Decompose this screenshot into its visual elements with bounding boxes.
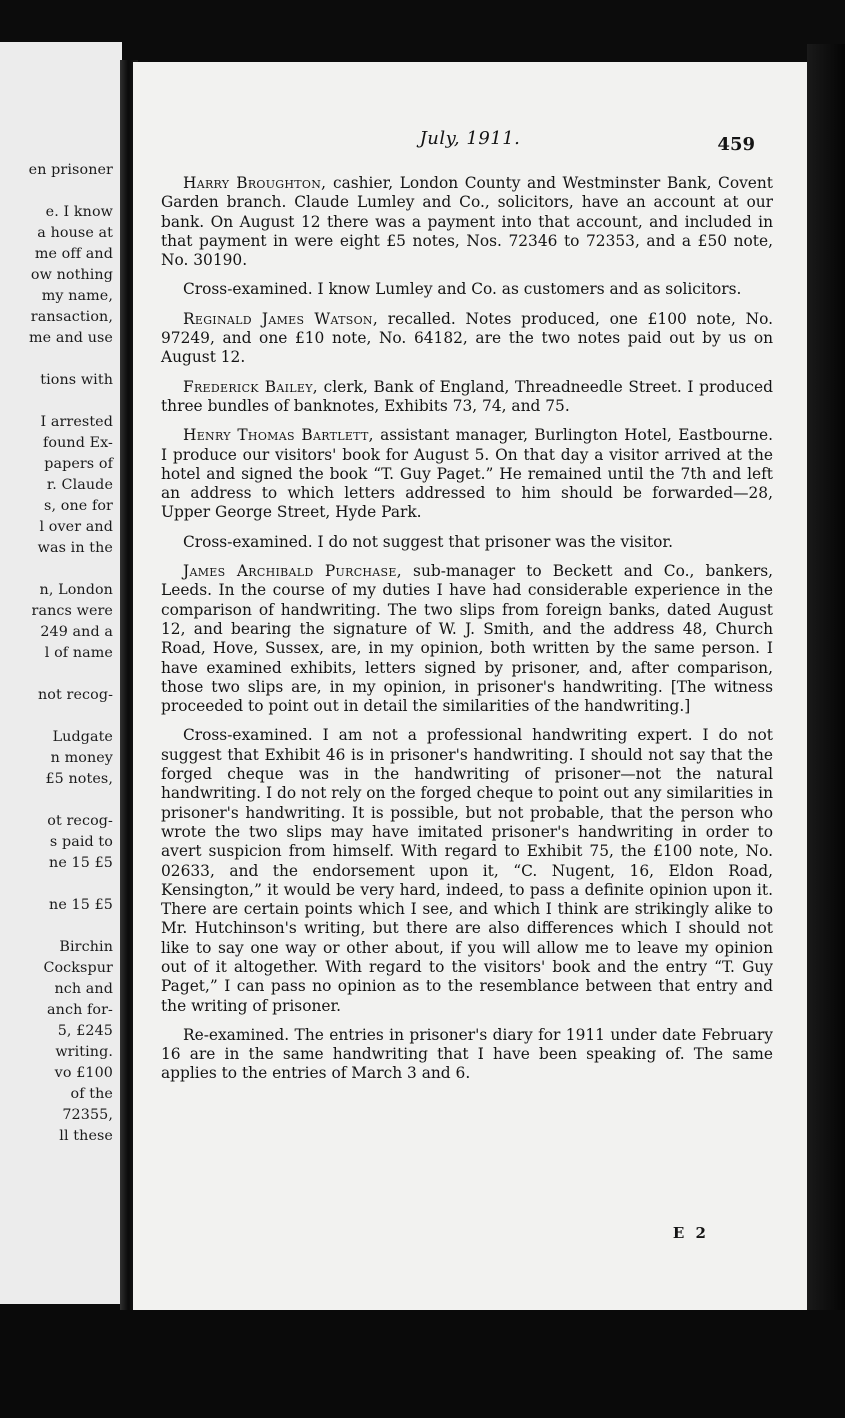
previous-page-line: my name, <box>41 288 113 304</box>
scan-edge-right <box>807 44 845 1334</box>
witness-name: Henry Thomas Bartlett, <box>183 426 374 445</box>
previous-page-line: anch for- <box>47 1002 113 1018</box>
previous-page-line: s paid to <box>49 834 113 850</box>
previous-page-line: me off and <box>34 246 113 262</box>
page-body <box>161 174 773 1094</box>
previous-page-line: ne 15 £5 <box>49 855 113 871</box>
page-header <box>133 128 807 158</box>
page-number: 459 <box>717 134 755 155</box>
previous-page-line: writing. <box>55 1044 113 1060</box>
paragraph <box>161 426 773 522</box>
previous-page-line <box>1 706 113 727</box>
previous-page-line <box>1 664 113 685</box>
previous-page-line: ransaction, <box>30 309 113 325</box>
previous-page-line: e. I know <box>45 204 113 220</box>
previous-page-line: Ludgate <box>52 729 113 745</box>
previous-page-line: not recog- <box>38 687 113 703</box>
previous-page-line: nch and <box>54 981 113 997</box>
paragraph-text: assistant manager, Burlington Hotel, Eastbourne. I produce our visitors' book for August 5. On that day a visitor arrived at the hotel and signed the book “T. Guy Paget.” He remained until the 7th and left an address to which letters addressed to him should be forwarded—28, Upper George Street, Hyde Park. <box>161 426 773 522</box>
previous-page-text <box>1 160 113 1147</box>
previous-page-line <box>1 874 113 895</box>
previous-page-line: ot recog- <box>47 813 113 829</box>
paragraph <box>161 280 773 299</box>
paragraph <box>161 1026 773 1084</box>
previous-page-line: 5, £245 <box>57 1023 113 1039</box>
previous-page-line <box>1 559 113 580</box>
witness-name: Harry Broughton, <box>183 174 327 192</box>
previous-page-line: Cockspur <box>43 960 113 976</box>
paragraph-text: Cross-examined. I am not a professional handwriting expert. I do not suggest that Exhibit 46 is in prisoner's handwriting. I should not say that the forged cheque was in the handwriting of prisoner—not the natural handwriting. I do not rely on the forged cheque to point out any similarities in prisoner's handwriting. It is possible, but not probable, that the person who wrote the two slips may have imitated prisoner's handwriting in order to avert suspicion from himself. With regard to Exhibit 75, the £100 note, No. 02633, and the endorsement upon it, “C. Nugent, 16, Eldon Road, Kensington,” it would be very hard, indeed, to pass a definite opinion upon it. There are certain points which I see, and which I think are strikingly alike to Mr. Hutchinson's writing, but there are also differences which I should not like to say one way or other about, if you will allow me to leave my opinion out of it altogether. With regard to the visitors' book and the entry “T. Guy Paget,” I can pass no opinion as to the resemblance between that entry and the writing of prisoner. <box>161 726 773 1015</box>
scan-edge-bottom <box>0 1310 845 1418</box>
previous-page-line: Birchin <box>59 939 113 955</box>
previous-page-line <box>1 391 113 412</box>
current-page <box>133 62 807 1310</box>
previous-page-line: papers of <box>44 456 113 472</box>
previous-page-line: l over and <box>39 519 113 535</box>
previous-page-line: 249 and a <box>40 624 113 640</box>
witness-name: James Archibald Purchase, <box>183 562 402 581</box>
previous-page-line <box>1 181 113 202</box>
previous-page-line: £5 notes, <box>45 771 113 787</box>
paragraph <box>161 533 773 552</box>
running-head: July, 1911. <box>419 128 521 149</box>
paragraph <box>161 726 773 1015</box>
paragraph <box>161 562 773 716</box>
previous-page-line: ne 15 £5 <box>49 897 113 913</box>
previous-page-line <box>1 349 113 370</box>
previous-page-line: n, London <box>39 582 113 598</box>
previous-page-line: me and use <box>29 330 113 346</box>
previous-page-line: n money <box>50 750 113 766</box>
previous-page-line: was in the <box>37 540 113 556</box>
witness-name: Frederick Bailey, <box>183 377 318 396</box>
paragraph-text: sub-manager to Beckett and Co., bankers, Leeds. In the course of my duties I have had considerable experience in the comparison of handwriting. The two slips from foreign banks, dated August 12, and bearing the signature of W. J. Smith, and the address 48, Church Road, Hove, Sussex, are, in my opinion, both written by the same person. I have examined exhibits, letters signed by prisoner, and, after comparison, those two slips are, in my opinion, in prisoner's handwriting. [The witness proceeded to point out in detail the similarities of the handwriting.] <box>161 562 774 716</box>
previous-page-line: rancs were <box>31 603 113 619</box>
paragraph-text: Cross-examined. I know Lumley and Co. as customers and as solicitors. <box>183 280 742 299</box>
previous-page-line <box>1 790 113 811</box>
paragraph <box>161 378 773 417</box>
previous-page-line: of the <box>70 1086 113 1102</box>
previous-page-line: ow nothing <box>30 267 113 283</box>
previous-page <box>0 42 122 1304</box>
previous-page-line: vo £100 <box>54 1065 113 1081</box>
paragraph <box>161 310 773 368</box>
previous-page-line: ll these <box>59 1128 113 1144</box>
paragraph <box>161 174 773 270</box>
previous-page-line: a house at <box>37 225 113 241</box>
previous-page-line: s, one for <box>44 498 113 514</box>
previous-page-line: 72355, <box>62 1107 113 1123</box>
previous-page-line: I arrested <box>40 414 113 430</box>
previous-page-line <box>1 916 113 937</box>
previous-page-line: en prisoner <box>28 162 113 178</box>
paragraph-text: recalled. Notes produced, one £100 note, No. 97249, and one £10 note, No. 64182, are the two notes paid out by us on August 12. <box>161 309 774 367</box>
previous-page-line: tions with <box>40 372 113 388</box>
previous-page-line: l of name <box>44 645 113 661</box>
previous-page-line: found Ex- <box>43 435 113 451</box>
signature-mark: E 2 <box>672 1224 709 1242</box>
paragraph-text: Cross-examined. I do not suggest that prisoner was the visitor. <box>183 532 673 551</box>
previous-page-line: r. Claude <box>46 477 113 493</box>
paragraph-text: cashier, London County and Westminster Bank, Covent Garden branch. Claude Lumley and Co., solicitors, have an account at our bank. On August 12 there was a payment into that account, and included in that payment in were eight £5 notes, Nos. 72346 to 72353, and a £50 note, No. 30190. <box>161 174 773 270</box>
witness-name: Reginald James Watson, <box>183 309 379 328</box>
paragraph-text: Re-examined. The entries in prisoner's diary for 1911 under date February 16 are in the same handwriting that I have been speaking of. The same applies to the entries of March 3 and 6. <box>161 1025 773 1083</box>
paragraph-text: clerk, Bank of England, Threadneedle Street. I produced three bundles of banknotes, Exhibits 73, 74, and 75. <box>161 377 773 415</box>
